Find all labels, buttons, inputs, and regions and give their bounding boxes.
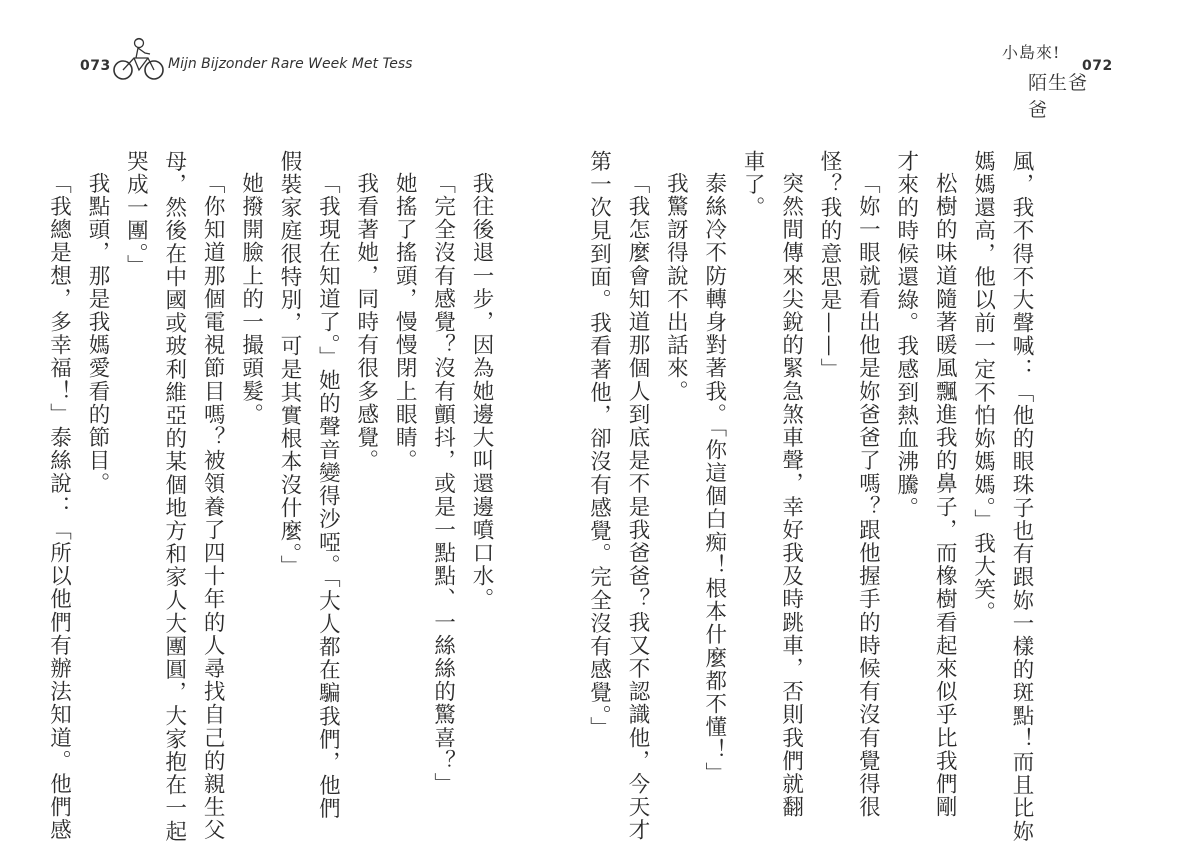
text-line: 「你知道那個電視節目嗎？被領養了四十年的人尋找自己的親生父	[200, 171, 226, 842]
text-line: 車了。	[740, 150, 766, 220]
text-line: 母，然後在中國或玻利維亞的某個地方和家人大團圓，大家抱在一起	[161, 150, 187, 843]
page-number-left: 073	[80, 58, 111, 74]
text-line: 我驚訝得說不出話來。	[663, 171, 689, 403]
text-line: 突然間傳來尖銳的緊急煞車聲，幸好我及時跳車，否則我們就翻	[778, 171, 804, 819]
text-line: 風，我不得不大聲喊：「他的眼珠子也有跟妳一樣的斑點！而且比妳	[1009, 150, 1034, 843]
text-line: 「我現在知道了。」她的聲音變得沙啞。「大人都在騙我們，他們	[315, 171, 341, 820]
text-line: 怪？我的意思是——」	[816, 150, 842, 381]
text-line: 我往後退一步，因為她邊大叫還邊噴口水。	[469, 171, 494, 611]
text-line: 泰絲冷不防轉身對著我。「你這個白痴！根本什麼都不懂！」	[701, 171, 727, 785]
text-line: 第一次見到面。我看著他，卻沒有感覺。完全沒有感覺。」	[586, 150, 612, 740]
text-line: 「我怎麼會知道那個人到底是不是我爸爸？我又不認識他，今天才	[624, 171, 650, 842]
left-page-body	[39, 150, 500, 843]
book-title-logo-line2: 陌生爸爸	[1028, 72, 1089, 121]
series-title: Mijn Bijzonder Rare Week Met Tess	[168, 56, 413, 72]
text-line: 才來的時候還綠。我感到熱血沸騰。	[893, 150, 919, 520]
text-line: 我點頭，那是我媽愛看的節目。	[84, 171, 110, 495]
text-line: 松樹的味道隨著暖風飄進我的鼻子，而橡樹看起來似乎比我們剛	[932, 171, 958, 819]
text-line: 她撥開臉上的一撮頭髮。	[238, 171, 264, 426]
text-line: 假裝家庭很特別，可是其實根本沒什麼。」	[276, 150, 302, 579]
text-line: 「我總是想，多幸福！」泰絲說：「所以他們有辦法知道。他們感	[46, 171, 72, 842]
text-line: 我看著她，同時有很多感覺。	[353, 171, 379, 472]
text-line: 哭成一團。」	[123, 150, 149, 278]
cyclist-icon	[112, 36, 166, 82]
text-line: 媽媽還高，他以前一定不怕妳媽媽。」我大笑。	[970, 150, 996, 625]
right-page-body	[579, 150, 1040, 843]
text-line: 「完全沒有感覺？沒有顫抖，或是一點點、一絲絲的驚喜？」	[430, 171, 456, 796]
text-line: 「妳一眼就看出他是妳爸爸了嗎？跟他握手的時候有沒有覺得很	[855, 171, 881, 819]
book-title-logo-line1: 小島來!	[1002, 43, 1061, 62]
page-number-right: 072	[1082, 58, 1113, 74]
text-line: 她搖了搖頭，慢慢閉上眼睛。	[392, 171, 418, 472]
